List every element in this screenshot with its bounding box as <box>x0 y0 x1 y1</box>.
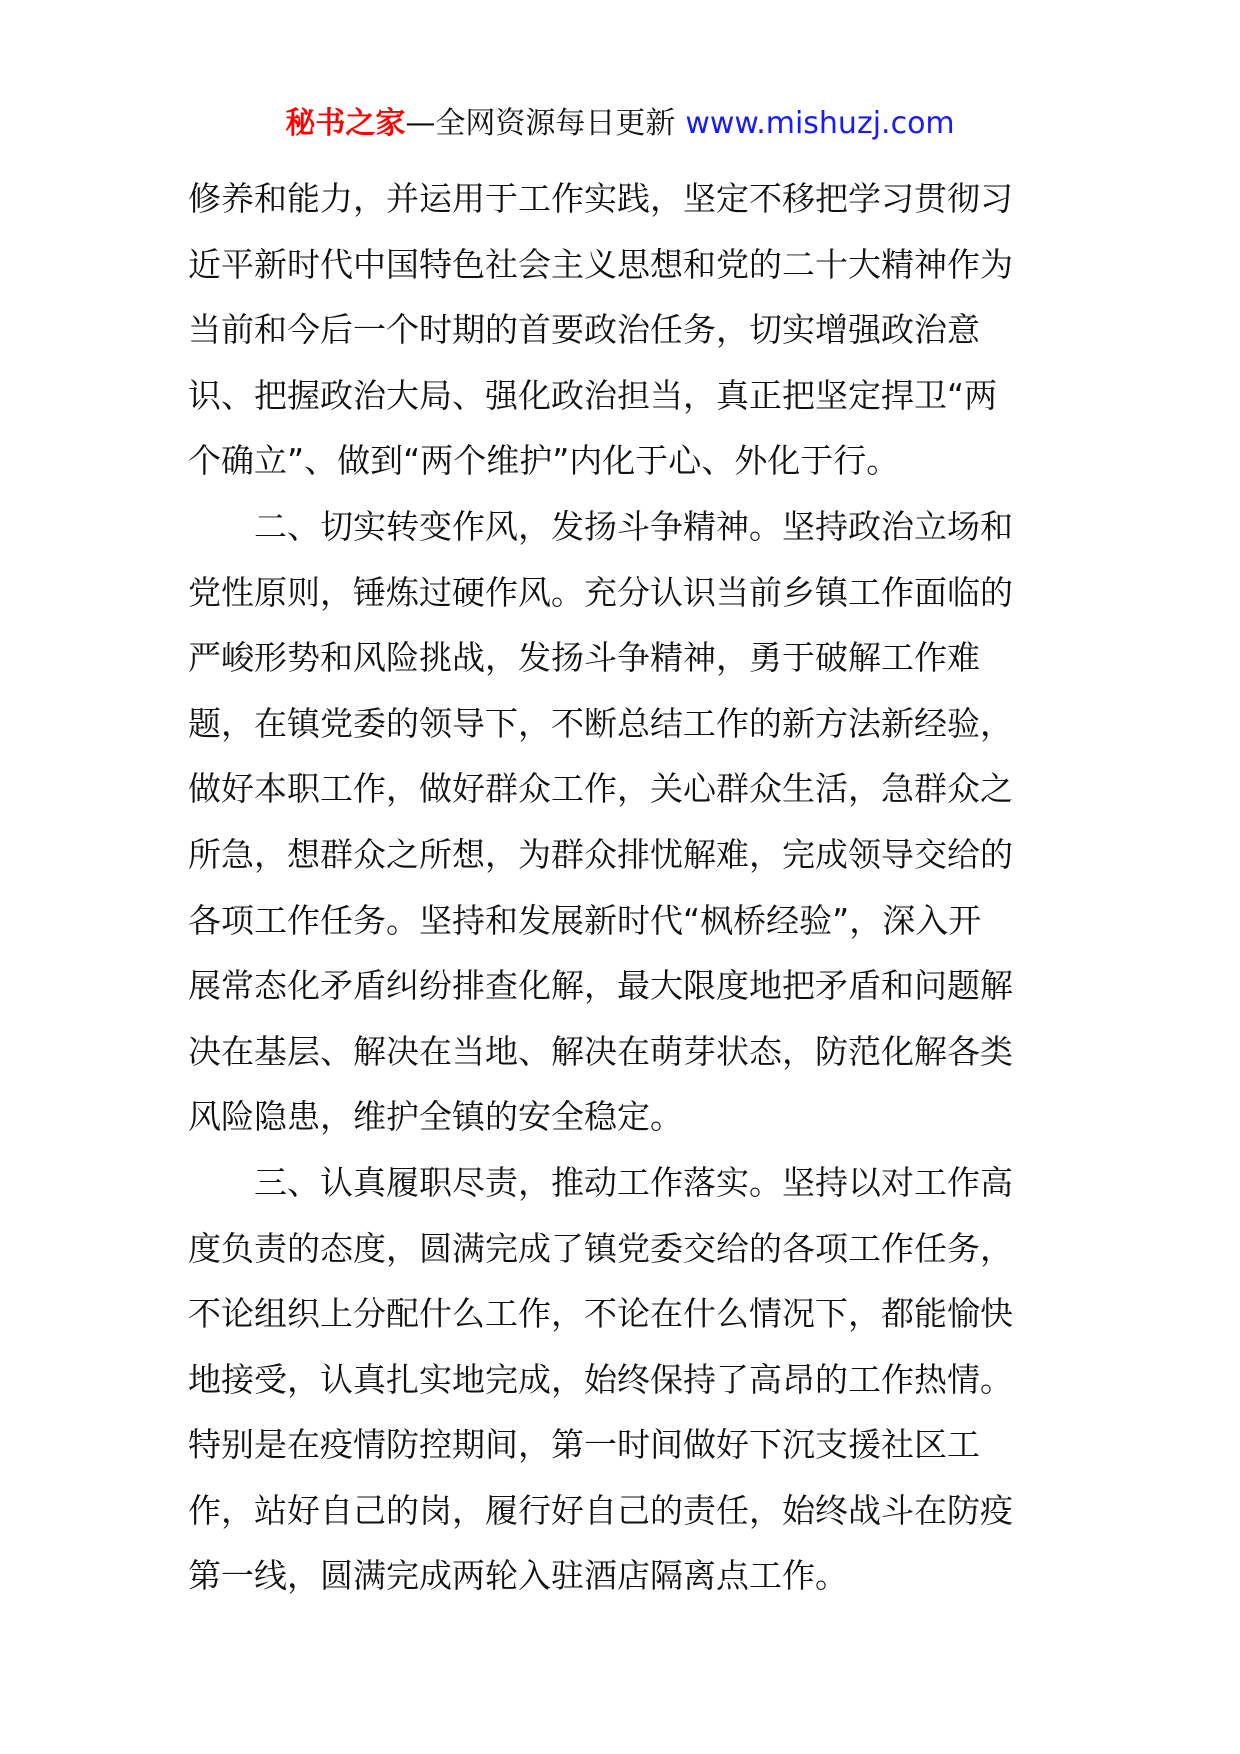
section-heading-line: 二、切实转变作风，发扬斗争精神。坚持政治立场和 <box>254 506 1013 546</box>
text-line: 各项工作任务。坚持和发展新时代“枫桥经验”，深入开 <box>188 900 982 940</box>
section-heading-line: 三、认真履职尽责，推动工作落实。坚持以对工作高 <box>254 1162 1013 1202</box>
text-line: 决在基层、解决在当地、解决在萌芽状态，防范化解各类 <box>188 1031 1013 1071</box>
text-line: 所急，想群众之所想，为群众排忧解难，完成领导交给的 <box>188 834 1013 874</box>
text-line: 修养和能力，并运用于工作实践，坚定不移把学习贯彻习 <box>188 179 1013 218</box>
text-line: 特别是在疫情防控期间，第一时间做好下沉支援社区工 <box>188 1425 980 1465</box>
text-line: 党性原则，锤炼过硬作风。充分认识当前乡镇工作面临的 <box>188 572 1013 612</box>
text-line: 个确立”、做到“两个维护”内化于心、外化于行。 <box>188 441 900 481</box>
text-line: 当前和今后一个时期的首要政治任务，切实增强政治意 <box>188 310 980 350</box>
text-line: 严峻形势和风险挑战，发扬斗争精神，勇于破解工作难 <box>188 638 980 678</box>
text-line: 度负责的态度，圆满完成了镇党委交给的各项工作任务， <box>188 1228 1013 1268</box>
site-tagline: —全网资源每日更新 <box>405 106 676 141</box>
text-line: 展常态化矛盾纠纷排查化解，最大限度地把矛盾和问题解 <box>188 966 1013 1006</box>
text-line: 风险隐患，维护全镇的安全稳定。 <box>188 1097 683 1137</box>
text-line: 题，在镇党委的领导下，不断总结工作的新方法新经验， <box>188 703 1013 743</box>
text-line: 不论组织上分配什么工作，不论在什么情况下，都能愉快 <box>188 1294 1013 1334</box>
text-line: 地接受，认真扎实地完成，始终保持了高昂的工作热情。 <box>188 1359 1013 1399</box>
site-brand: 秘书之家 <box>285 106 406 141</box>
text-line: 第一线，圆满完成两轮入驻酒店隔离点工作。 <box>188 1556 848 1596</box>
document-body <box>188 166 1060 1609</box>
text-line: 识、把握政治大局、强化政治担当，真正把坚定捍卫“两 <box>188 375 998 415</box>
text-line: 作，站好自己的岗，履行好自己的责任，始终战斗在防疫 <box>188 1490 1013 1530</box>
page-header <box>0 100 1240 148</box>
text-line: 近平新时代中国特色社会主义思想和党的二十大精神作为 <box>188 244 1013 284</box>
site-url-link[interactable]: www.mishuzj.com <box>685 106 955 141</box>
text-line: 做好本职工作，做好群众工作，关心群众生活，急群众之 <box>188 769 1013 809</box>
